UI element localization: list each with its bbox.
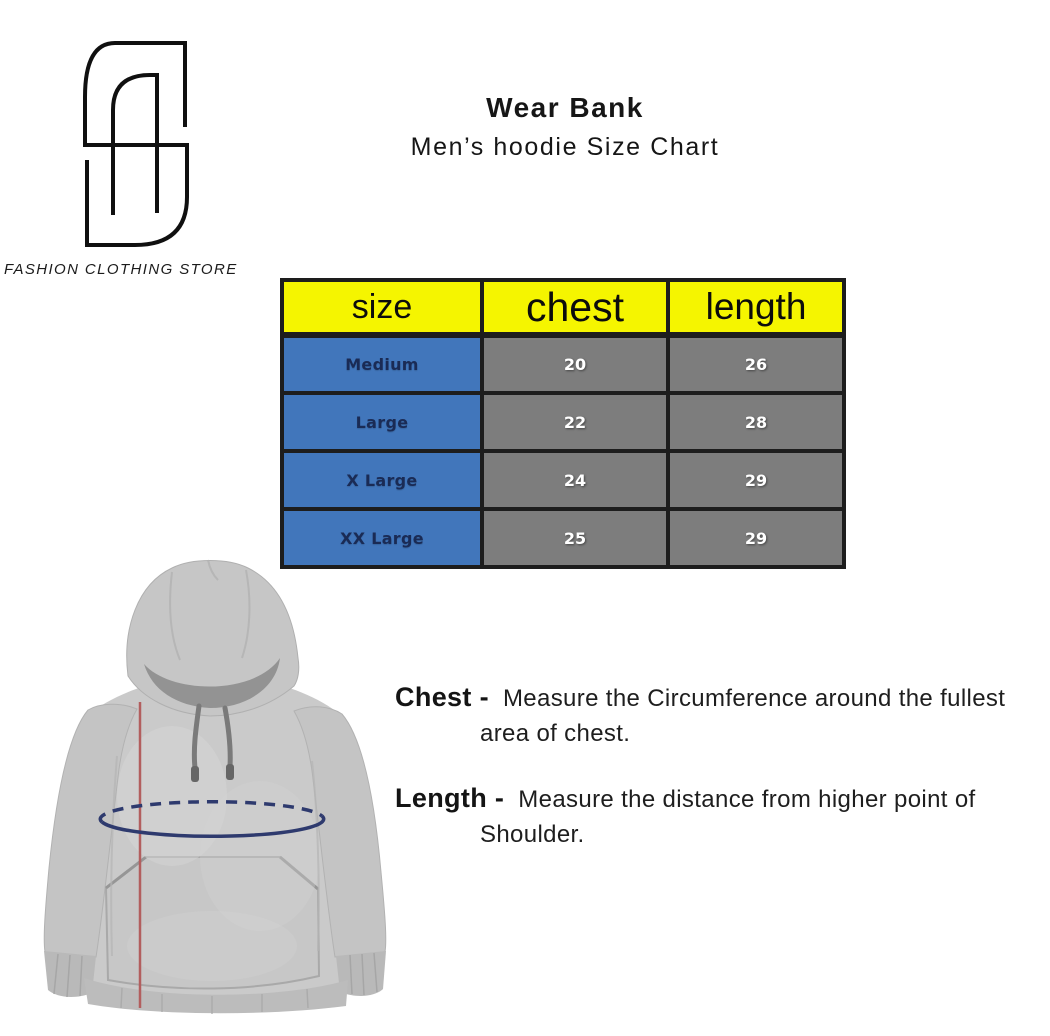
- page-title: Wear Bank: [486, 92, 644, 123]
- column-header-chest: chest: [482, 280, 668, 335]
- size-chart-table: [280, 278, 846, 569]
- header-row: [282, 280, 844, 335]
- length-instruction-line2: Shoulder.: [480, 821, 585, 848]
- chest-cell: 24: [482, 451, 668, 509]
- shading-highlight: [127, 911, 297, 981]
- length-cell: 26: [668, 335, 844, 393]
- brand-monogram-logo-icon: [60, 30, 220, 250]
- hoodie-photo: [22, 556, 412, 1018]
- brand-caption: FASHION CLOTHING STORE: [4, 261, 238, 278]
- chest-cell: 25: [482, 509, 668, 567]
- chest-instruction: [395, 682, 1005, 748]
- length-instruction-label: Length -: [395, 783, 505, 813]
- length-instruction-text: Measure the distance from higher point of: [518, 786, 976, 813]
- table-row: [282, 451, 844, 509]
- length-cell: 28: [668, 393, 844, 451]
- chest-instruction-line2: area of chest.: [480, 720, 631, 747]
- chest-instruction-text: Measure the Circumference around the fullest: [502, 685, 1006, 712]
- length-instruction-line1: [395, 783, 976, 814]
- column-header-length: length: [668, 280, 844, 335]
- size-cell: Large: [282, 393, 482, 451]
- column-header-size: size: [282, 280, 482, 335]
- drawstring-tip: [226, 764, 234, 780]
- drawstring-tip: [191, 766, 199, 782]
- length-instruction: [395, 783, 976, 849]
- page-subtitle: Men’s hoodie Size Chart: [410, 133, 720, 161]
- size-cell: X Large: [282, 451, 482, 509]
- logo-outer-s-stroke: [85, 43, 187, 245]
- length-cell: 29: [668, 509, 844, 567]
- title-block: [320, 92, 810, 162]
- table-row: [282, 335, 844, 393]
- table-row: [282, 393, 844, 451]
- chest-instruction-line1: [395, 682, 1005, 713]
- size-cell: XX Large: [282, 509, 482, 567]
- chest-cell: 22: [482, 393, 668, 451]
- chest-instruction-label: Chest -: [395, 682, 489, 712]
- size-cell: Medium: [282, 335, 482, 393]
- chest-cell: 20: [482, 335, 668, 393]
- length-cell: 29: [668, 451, 844, 509]
